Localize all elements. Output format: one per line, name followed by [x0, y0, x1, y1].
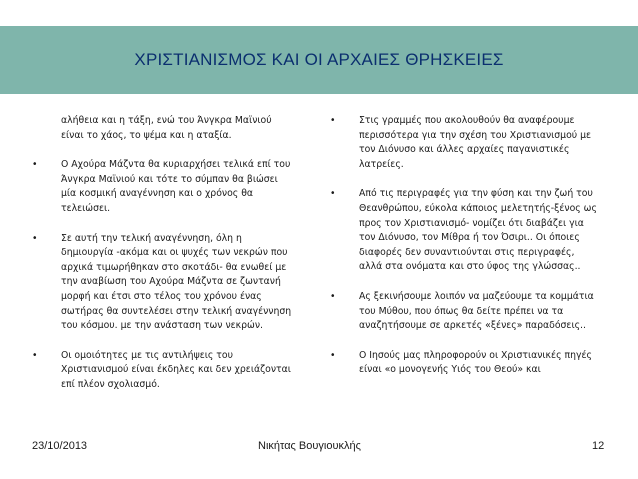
list-item-text: Ο Αχούρα Μάζντα θα κυριαρχήσει τελικά επί του Άνγκρα Μαϊνιού και τότε το σύμπαν θα βιώσει μία κοσμική αναγέννηση και ο χρόνος θα τελειώσει. — [61, 159, 291, 214]
right-column — [330, 114, 600, 393]
bullet-icon: • — [32, 349, 38, 361]
bullet-icon: • — [330, 188, 336, 200]
list-item — [32, 158, 294, 216]
list-item-text: Σε αυτή την τελική αναγέννηση, όλη η δημιουργία -ακόμα και οι ψυχές των νεκρών που αρχικά τιμωρήθηκαν στο σκοτάδι- θα ενωθεί με την αναβίωση του Αχούρα Μάζντα σε ζωντανή μορφή και έτσι στο τέλος του χρόνου ένας σωτήρας θα συντελέσει στην τελική αναγέννηση του κόσμου. με την ανάσταση των νεκρών. — [61, 232, 292, 332]
list-item-continuation — [32, 114, 294, 143]
title-band — [0, 26, 638, 94]
list-item-text: Οι ομοιότητες με τις αντιλήψεις του Χριστιανισμού είναι έκδηλες και δεν χρειάζονται επί πλέον σχολιασμό. — [61, 349, 291, 390]
footer-page-number: 12 — [592, 440, 605, 452]
list-item — [32, 232, 294, 334]
slide-title: ΧΡΙΣΤΙΑΝΙΣΜΟΣ ΚΑΙ ΟΙ ΑΡΧΑΙΕΣ ΘΡΗΣΚΕΙΕΣ — [134, 50, 504, 69]
list-item — [330, 187, 600, 275]
list-item-text: Στις γραμμές που ακολουθούν θα αναφέρουμε περισσότερα για την σχέση του Χριστιανισμού με τον Διόνυσο και άλλες αρχαίες παγανιστικές λατρείες. — [359, 115, 592, 170]
footer-date: 23/10/2013 — [32, 440, 88, 452]
list-item-text: Ο Ιησούς μας πληροφορούν οι Χριστιανικές πηγές είναι «ο μονογενής Υιός του Θεού» και — [359, 349, 592, 376]
bullet-icon: • — [32, 159, 38, 171]
footer-author: Νικήτας Βουγιουκλής — [258, 440, 361, 452]
bullet-icon: • — [32, 232, 38, 244]
list-item-text: Ας ξεκινήσουμε λοιπόν να μαζεύουμε τα κομμάτια του Μύθου, που όπως θα δείτε πρέπει να τα αναζητήσουμε σε αρκετές «ξένες» παραδόσεις.. — [359, 290, 594, 332]
left-column — [32, 114, 294, 408]
list-item-text: αλήθεια και η τάξη, ενώ του Άνγκρα Μαϊνιού είναι το χάος, το ψέμα και η αταξία. — [61, 115, 272, 141]
list-item — [32, 349, 294, 393]
bullet-icon: • — [330, 115, 336, 126]
list-item — [330, 349, 600, 378]
list-item — [330, 114, 600, 172]
bullet-icon: • — [330, 290, 336, 302]
bullet-icon: • — [330, 349, 336, 361]
list-item-text: Από τις περιγραφές για την φύση και την ζωή του Θεανθρώπου, εύκολα κάποιος μελετητής-ξένος ως προς τον Χριστιανισμό- νομίζει ότι διαβάζει για τον Διόνυσο, τον Μίθρα ή τον Όσιρι.. Οι όποιες διαφορές δεν συναντιούνται στις περιγραφές, αλλά στα ονόματα και στο ύφος της γλώσσας.. — [359, 188, 597, 273]
list-item — [330, 290, 600, 334]
